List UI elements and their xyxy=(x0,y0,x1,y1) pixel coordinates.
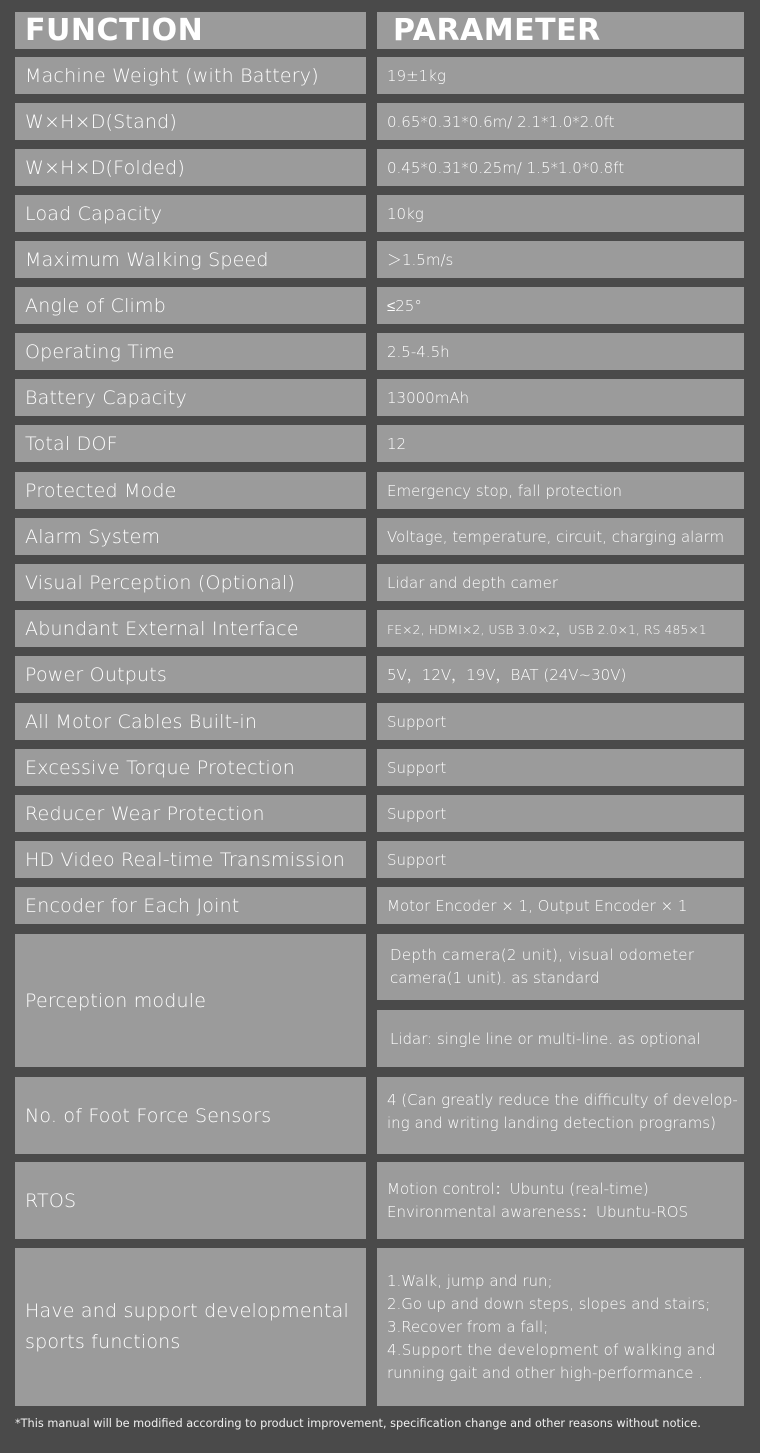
function-label: Abundant External Interface xyxy=(25,617,299,640)
parameter-value: ≤25° xyxy=(387,296,422,315)
function-cell xyxy=(15,703,366,740)
parameter-value-line: Motion control：Ubuntu (real-time) xyxy=(387,1179,649,1198)
function-cell xyxy=(15,425,366,462)
parameter-value: Voltage, temperature, circuit, charging alarm xyxy=(387,527,725,546)
parameter-value-line: 4 (Can greatly reduce the difficulty of develop- xyxy=(387,1091,738,1109)
function-cell xyxy=(15,1248,366,1406)
parameter-cell xyxy=(377,934,744,1000)
function-cell xyxy=(15,518,366,555)
function-cell xyxy=(15,749,366,786)
parameter-value-line: 2.Go up and down steps, slopes and stairs; xyxy=(387,1294,711,1313)
function-cell xyxy=(15,887,366,924)
function-label: Battery Capacity xyxy=(25,386,188,409)
function-label: HD Video Real-time Transmission xyxy=(25,848,345,871)
function-cell xyxy=(15,472,366,509)
function-label-line: Have and support developmental xyxy=(25,1300,349,1322)
parameter-value: 5V，12V，19V，BAT (24V~30V) xyxy=(387,666,627,684)
function-label-line: sports functions xyxy=(25,1331,181,1353)
parameter-value: Support xyxy=(387,804,447,823)
function-label: Excessive Torque Protection xyxy=(25,756,295,779)
parameter-value-line: camera(1 unit). as standard xyxy=(390,969,600,987)
parameter-value-line: 4.Support the development of walking and xyxy=(387,1340,716,1359)
function-cell xyxy=(15,1162,366,1239)
function-cell xyxy=(15,149,366,186)
footnote: *This manual will be modified according to product improvement, specification change and other reasons without notice. xyxy=(15,1417,701,1430)
function-cell xyxy=(15,103,366,140)
parameter-value: 2.5-4.5h xyxy=(387,342,450,361)
parameter-value: Lidar and depth camer xyxy=(387,573,559,592)
function-cell xyxy=(15,241,366,278)
function-cell xyxy=(15,841,366,878)
parameter-cell xyxy=(377,656,744,693)
parameter-cell xyxy=(377,564,744,601)
parameter-cell xyxy=(377,795,744,832)
parameter-value: Support xyxy=(387,758,447,777)
function-label: No. of Foot Force Sensors xyxy=(25,1104,272,1127)
parameter-value: ＞1.5m/s xyxy=(387,251,454,269)
parameter-cell xyxy=(377,841,744,878)
function-label: W×H×D(Folded) xyxy=(25,156,185,179)
function-label: Operating Time xyxy=(25,340,175,363)
function-cell xyxy=(15,333,366,370)
parameter-cell xyxy=(377,149,744,186)
parameter-cell xyxy=(377,887,744,924)
function-cell xyxy=(15,57,366,94)
parameter-cell xyxy=(377,1248,744,1406)
function-label: W×H×D(Stand) xyxy=(25,110,178,133)
function-cell xyxy=(15,610,366,647)
function-header-label: FUNCTION xyxy=(25,13,204,48)
parameter-cell xyxy=(377,703,744,740)
parameter-cell xyxy=(377,195,744,232)
parameter-value: Lidar: single line or multi-line. as optional xyxy=(390,1029,701,1048)
parameter-cell xyxy=(377,241,744,278)
function-label: Maximum Walking Speed xyxy=(25,248,269,271)
parameter-value: FE×2, HDMI×2, USB 3.0×2，USB 2.0×1, RS 485×1 xyxy=(387,621,707,637)
parameter-value: 0.65*0.31*0.6m/ 2.1*1.0*2.0ft xyxy=(387,112,615,131)
function-cell xyxy=(15,564,366,601)
function-label: All Motor Cables Built-in xyxy=(25,710,258,733)
parameter-value: 0.45*0.31*0.25m/ 1.5*1.0*0.8ft xyxy=(387,158,625,177)
parameter-value: 12 xyxy=(387,434,407,453)
parameter-value: Motor Encoder × 1, Output Encoder × 1 xyxy=(387,896,688,915)
function-label: Visual Perception (Optional) xyxy=(25,571,296,594)
function-cell xyxy=(15,795,366,832)
parameter-value: 10kg xyxy=(387,204,424,223)
parameter-cell xyxy=(377,1010,744,1067)
parameter-header-label: PARAMETER xyxy=(393,13,601,48)
parameter-cell xyxy=(377,1077,744,1154)
function-label: Perception module xyxy=(25,989,207,1012)
parameter-cell xyxy=(377,333,744,370)
parameter-cell xyxy=(377,518,744,555)
parameter-value-line: 1.Walk, jump and run; xyxy=(387,1271,553,1290)
function-cell xyxy=(15,934,366,1067)
function-label: Load Capacity xyxy=(25,202,163,225)
parameter-cell xyxy=(377,472,744,509)
parameter-cell xyxy=(377,287,744,324)
function-label: Total DOF xyxy=(25,432,118,455)
function-label: Machine Weight (with Battery) xyxy=(25,64,319,87)
function-cell xyxy=(15,287,366,324)
function-label: Power Outputs xyxy=(25,663,167,686)
parameter-value: 19±1kg xyxy=(387,66,446,85)
function-cell xyxy=(15,656,366,693)
function-column-header xyxy=(15,12,366,49)
parameter-value: Support xyxy=(387,712,447,731)
function-label: Reducer Wear Protection xyxy=(25,802,265,825)
function-label: RTOS xyxy=(25,1189,77,1212)
parameter-value-line: Depth camera(2 unit), visual odometer xyxy=(390,946,695,964)
parameter-cell xyxy=(377,425,744,462)
parameter-cell xyxy=(377,103,744,140)
parameter-value-line: running gait and other high-performance . xyxy=(387,1363,704,1382)
function-cell xyxy=(15,195,366,232)
function-label: Protected Mode xyxy=(25,479,177,502)
parameter-value: Support xyxy=(387,850,447,869)
function-label: Alarm System xyxy=(25,525,161,548)
parameter-cell xyxy=(377,1162,744,1239)
parameter-value: 13000mAh xyxy=(387,388,470,407)
function-cell xyxy=(15,1077,366,1154)
parameter-value: Emergency stop, fall protection xyxy=(387,481,622,500)
parameter-value-line: 3.Recover from a fall; xyxy=(387,1317,549,1336)
parameter-value-line: Environmental awareness：Ubuntu-ROS xyxy=(387,1202,689,1221)
parameter-value-line: ing and writing landing detection programs) xyxy=(387,1114,716,1132)
parameter-column-header xyxy=(377,12,744,49)
parameter-cell xyxy=(377,57,744,94)
function-label: Encoder for Each Joint xyxy=(25,894,240,917)
parameter-cell xyxy=(377,749,744,786)
parameter-cell xyxy=(377,610,744,647)
function-cell xyxy=(15,379,366,416)
function-label: Angle of Climb xyxy=(25,294,166,317)
parameter-cell xyxy=(377,379,744,416)
